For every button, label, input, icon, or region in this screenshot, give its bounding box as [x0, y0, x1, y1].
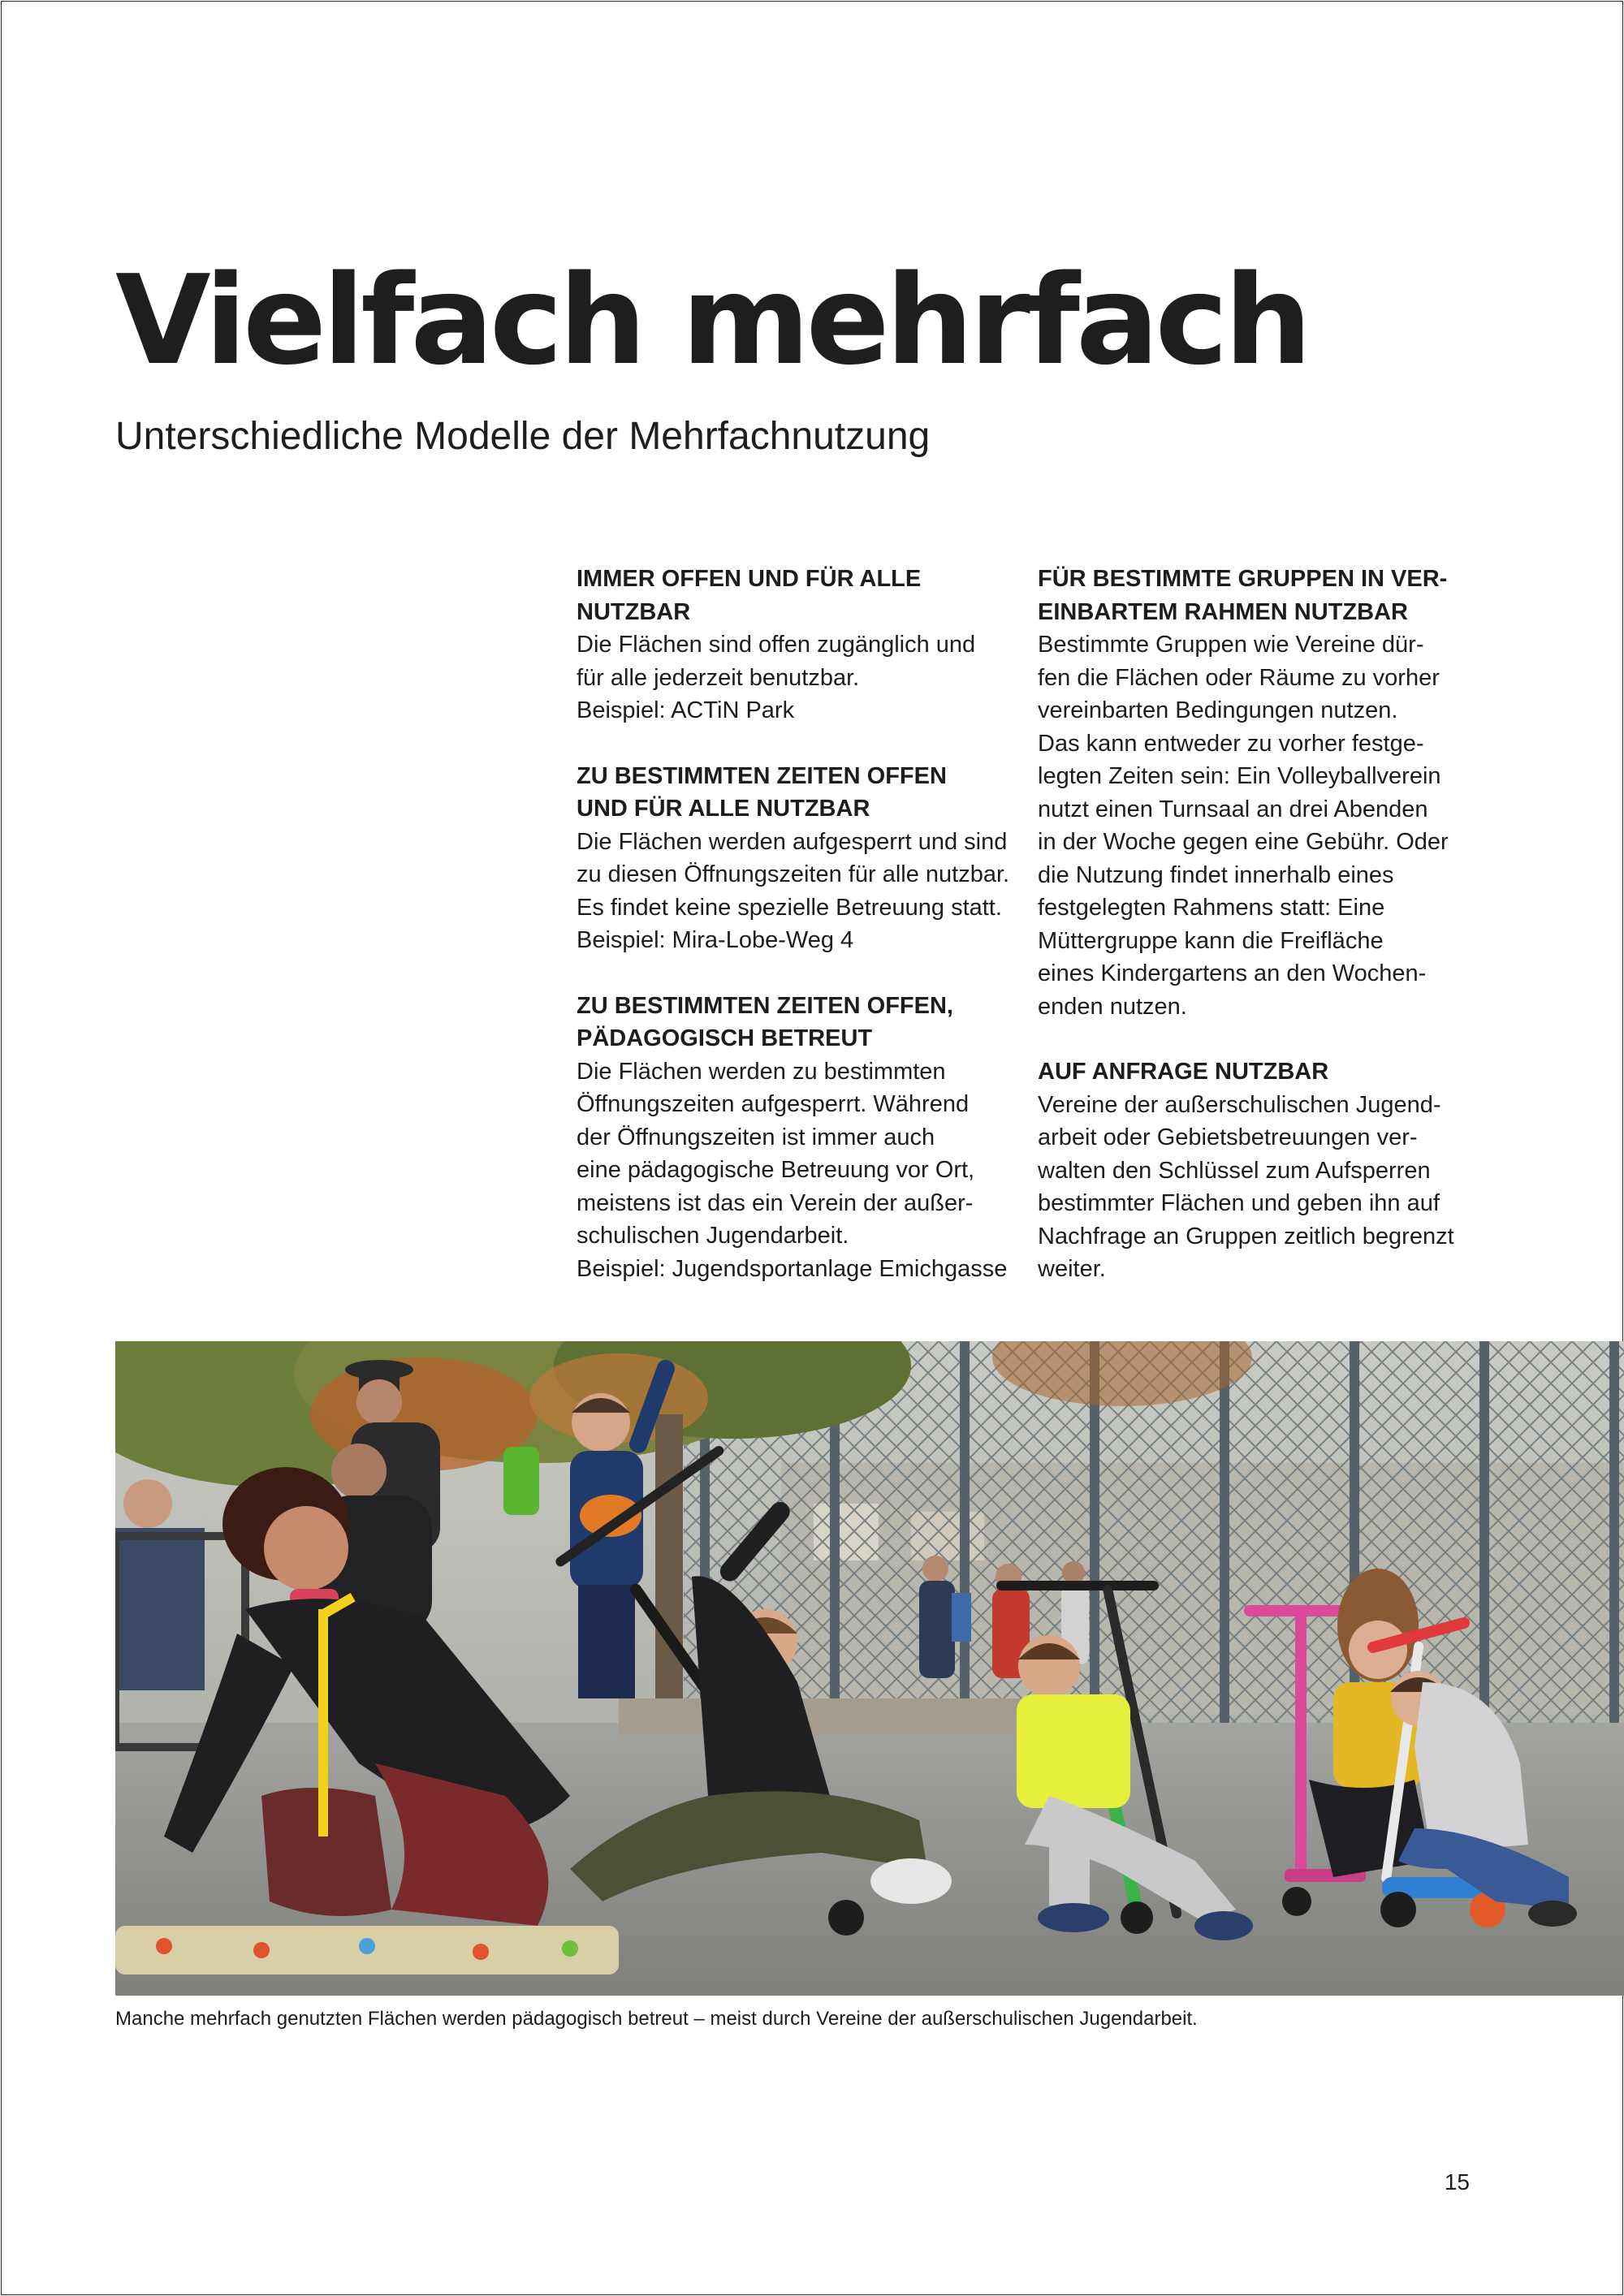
photo-illustration	[115, 1341, 1624, 1996]
section-body: Die Flächen werden aufgesperrt und sind zu diesen Öffnungszeiten für alle nutzbar. Es findet keine spezielle Betreuung statt. Beispiel: Mira-Lobe-Weg 4	[577, 828, 1010, 953]
section-heading: AUF ANFRAGE NUTZBAR	[1038, 1059, 1329, 1085]
tree-trunk	[655, 1414, 683, 1739]
section-auf-anfrage	[1038, 1055, 1492, 1286]
section-paedagogisch-betreut	[577, 990, 1031, 1286]
section-heading: IMMER OFFEN UND FÜR ALLE NUTZBAR	[577, 566, 922, 625]
text-column-left	[577, 563, 1031, 1318]
photo-children-scooters	[115, 1341, 1624, 1996]
section-body: Die Flächen werden zu bestimmten Öffnungszeiten aufgesperrt. Während der Öffnungszeiten ist immer auch eine pädagogische Betreuung vor Ort, meistens ist das ein Verein der außer- schulischen Jugendarbeit. Beispiel: Jugendsportanlage Emichgasse	[577, 1058, 1008, 1282]
section-body: Bestimmte Gruppen wie Vereine dür- fen die Flächen oder Räume zu vorher vereinbarten Bedingungen nutzen. Das kann entweder zu vorher festge- legten Zeiten sein: Ein Volleyballverein nutzt einen Turnsaal an drei Abenden in der Woche gegen eine Gebühr. Oder die Nutzung findet innerhalb eines festgelegten Rahmens statt: Eine Müttergruppe kann die Freifläche eines Kindergartens an den Wochen- enden nutzen.	[1038, 632, 1449, 1020]
section-immer-offen	[577, 563, 1031, 727]
section-bestimmte-gruppen	[1038, 563, 1492, 1023]
section-bestimmte-zeiten-offen	[577, 760, 1031, 957]
photo-caption: Manche mehrfach genutzten Flächen werden pädagogisch betreut – meist durch Vereine der außerschulischen Jugendarbeit.	[115, 2008, 1198, 2030]
section-body: Vereine der außerschulischen Jugend- arbeit oder Gebietsbetreuungen ver- walten den Schlüssel zum Aufsperren bestimmter Flächen und geben ihn auf Nachfrage an Gruppen zeitlich begrenzt weiter.	[1038, 1091, 1454, 1282]
section-heading: ZU BESTIMMTEN ZEITEN OFFEN, PÄDAGOGISCH BETREUT	[577, 992, 953, 1051]
page-number: 15	[1444, 2169, 1470, 2195]
section-body: Die Flächen sind offen zugänglich und für alle jederzeit benutzbar. Beispiel: ACTiN Park	[577, 632, 976, 723]
section-heading: FÜR BESTIMMTE GRUPPEN IN VER- EINBARTEM RAHMEN NUTZBAR	[1038, 566, 1448, 625]
page-subtitle: Unterschiedliche Modelle der Mehrfachnutzung	[115, 415, 931, 458]
section-heading: ZU BESTIMMTEN ZEITEN OFFEN UND FÜR ALLE NUTZBAR	[577, 762, 947, 822]
text-column-right	[1038, 563, 1492, 1318]
page-title: Vielfach mehrfach	[115, 248, 1308, 392]
